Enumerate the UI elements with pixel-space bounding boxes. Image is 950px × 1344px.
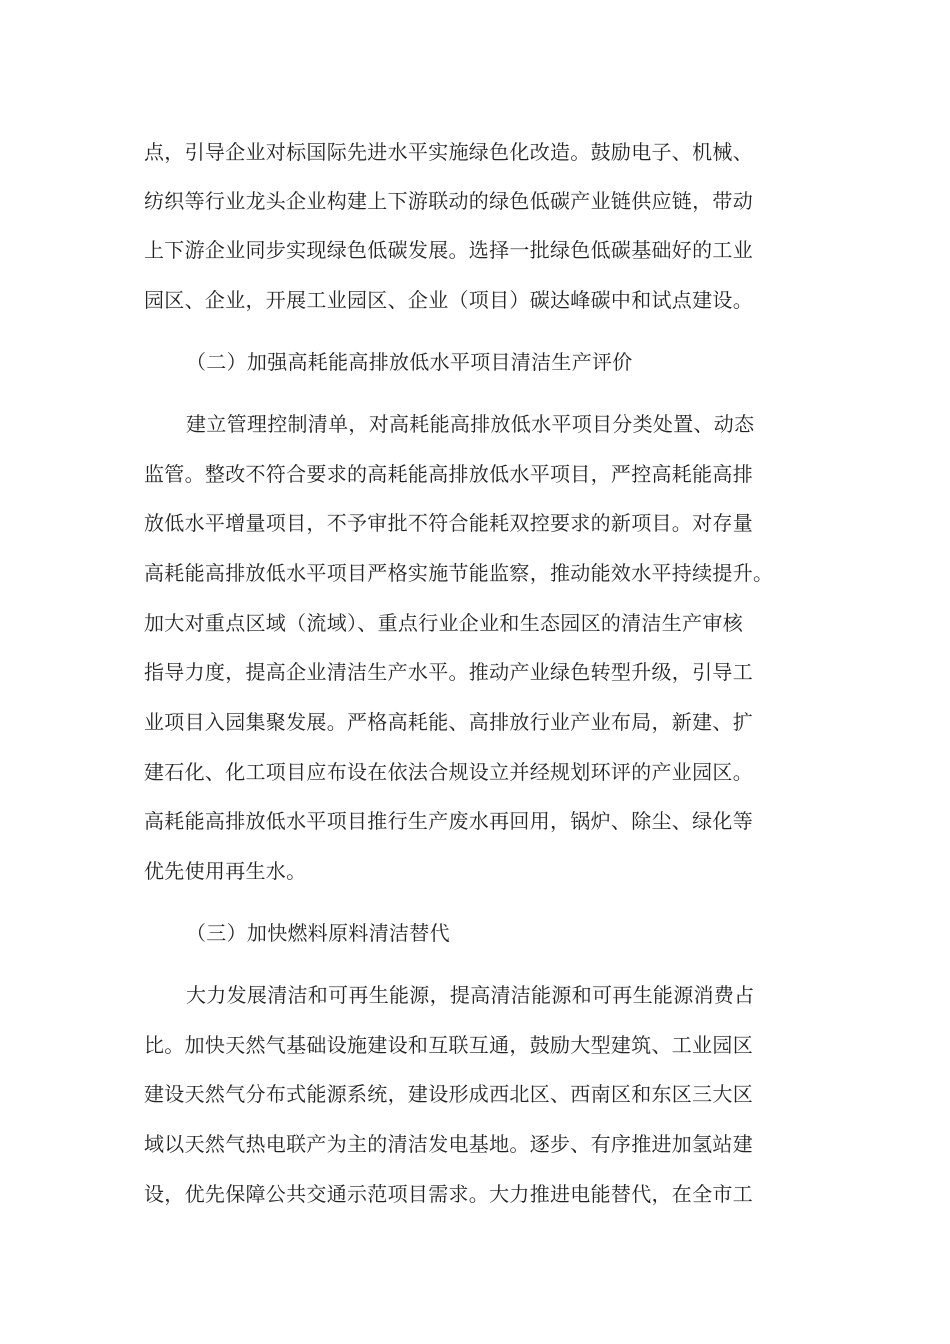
- text-line: 园区、企业，开展工业园区、企业（项目）碳达峰碳中和试点建设。: [144, 288, 753, 312]
- text-line: 域以天然气热电联产为主的清洁发电基地。逐步、有序推进加氢站建: [144, 1132, 753, 1156]
- text-line: 建立管理控制清单，对高耗能高排放低水平项目分类处置、动态: [186, 412, 755, 436]
- text-line: 纺织等行业龙头企业构建上下游联动的绿色低碳产业链供应链，带动: [144, 189, 753, 213]
- text-line: 设，优先保障公共交通示范项目需求。大力推进电能替代，在全市工: [144, 1182, 753, 1206]
- section-heading: （二）加强高耗能高排放低水平项目清洁生产评价: [186, 350, 633, 374]
- text-line: 指导力度，提高企业清洁生产水平。推动产业绿色转型升级，引导工: [144, 660, 753, 684]
- text-line: 高耗能高排放低水平项目推行生产废水再回用，锅炉、除尘、绿化等: [144, 809, 753, 833]
- text-line: 业项目入园集聚发展。严格高耗能、高排放行业产业布局，新建、扩: [144, 710, 753, 734]
- text-line: 大力发展清洁和可再生能源，提高清洁能源和可再生能源消费占: [186, 983, 755, 1007]
- text-line: 上下游企业同步实现绿色低碳发展。选择一批绿色低碳基础好的工业: [144, 238, 753, 262]
- text-line: 监管。整改不符合要求的高耗能高排放低水平项目，严控高耗能高排: [144, 462, 753, 486]
- section-heading: （三）加快燃料原料清洁替代: [186, 921, 450, 945]
- text-line: 优先使用再生水。: [144, 859, 307, 883]
- text-line: 放低水平增量项目，不予审批不符合能耗双控要求的新项目。对存量: [144, 511, 753, 535]
- text-line: 加大对重点区域（流域）、重点行业企业和生态园区的清洁生产审核: [144, 611, 743, 635]
- text-line: 比。加快天然气基础设施建设和互联互通，鼓励大型建筑、工业园区: [144, 1033, 753, 1057]
- text-line: 点，引导企业对标国际先进水平实施绿色化改造。鼓励电子、机械、: [144, 140, 753, 164]
- text-line: 建石化、化工项目应布设在依法合规设立并经规划环评的产业园区。: [144, 760, 753, 784]
- text-line: 高耗能高排放低水平项目严格实施节能监察，推动能效水平持续提升。: [144, 561, 774, 585]
- text-line: 建设天然气分布式能源系统，建设形成西北区、西南区和东区三大区: [144, 1082, 753, 1106]
